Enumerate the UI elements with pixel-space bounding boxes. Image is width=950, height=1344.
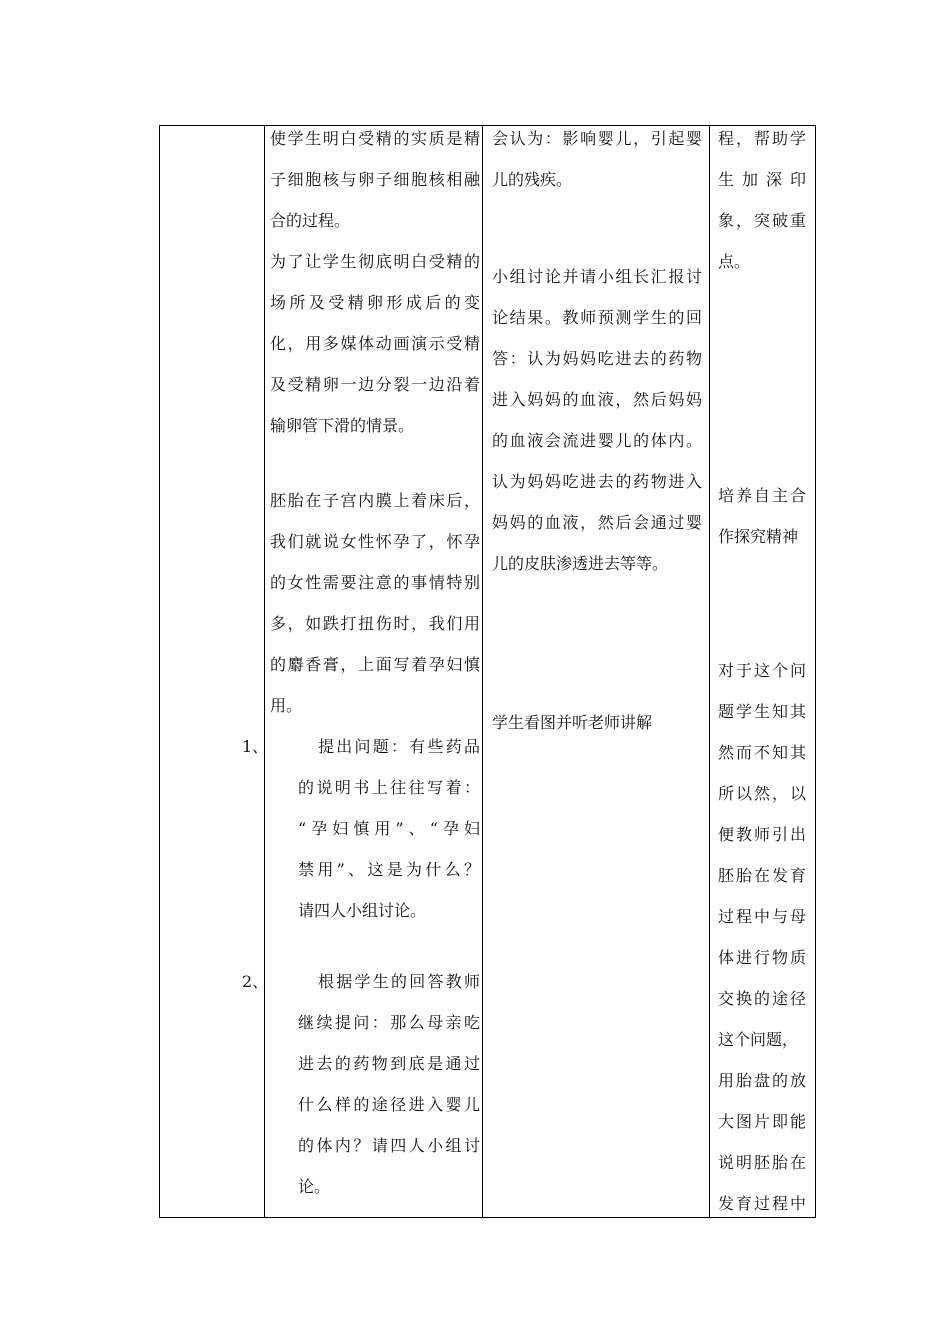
text-line: 交换的途径	[718, 989, 806, 1008]
text-line: 及受精卵一边分裂一边沿着	[270, 375, 480, 394]
text-line: 用。	[270, 696, 303, 715]
text-line: 作探究精神	[718, 527, 799, 546]
text-line: 什么样的途径进入婴儿	[298, 1095, 480, 1114]
text-line: 场所及受精卵形成后的变	[270, 293, 480, 312]
text-line: 的麝香膏，上面写着孕妇慎	[270, 655, 480, 674]
design-intent-cell	[718, 118, 806, 1217]
text-line: 论结果。教师预测学生的回	[492, 308, 702, 327]
text-line: “孕妇慎用”、“孕妇	[298, 819, 480, 838]
text-line: 说明胚胎在	[718, 1153, 806, 1172]
column-divider	[482, 126, 483, 1217]
text-line: 继续提问：那么母亲吃	[298, 1013, 480, 1032]
text-line: 然而不知其	[718, 743, 806, 762]
text-line: 胚胎在子宫内膜上着床后，	[270, 491, 480, 510]
text-line: 儿的皮肤渗透进去等等。	[492, 554, 669, 573]
lesson-table	[159, 125, 816, 1218]
text-line: 的女性需要注意的事情特别	[270, 573, 480, 592]
text-line: 发育过程中	[718, 1194, 806, 1213]
text-line: 培养自主合	[718, 486, 806, 505]
student-activity-cell	[492, 118, 702, 1217]
text-line: 胚胎在发育	[718, 866, 806, 885]
text-line: 大图片即能	[718, 1112, 806, 1131]
list-number: 1、	[242, 737, 269, 756]
text-line: 会认为：影响婴儿，引起婴	[492, 129, 702, 148]
text-line: 提出问题：有些药品	[318, 737, 480, 756]
text-line: 程，帮助学	[718, 129, 806, 148]
text-line: 过程中与母	[718, 907, 806, 926]
text-line: 根据学生的回答教师	[318, 972, 480, 991]
list-number: 2、	[242, 972, 269, 991]
text-line: 子细胞核与卵子细胞核相融	[270, 170, 480, 189]
text-line: 合的过程。	[270, 211, 351, 230]
text-line: 的体内？请四人小组讨	[298, 1136, 480, 1155]
text-line: 认为妈妈吃进去的药物进入	[492, 472, 702, 491]
list-item	[242, 726, 480, 931]
text-line: 象，突破重	[718, 211, 806, 230]
text-line: 的血液会流进婴儿的体内。	[492, 431, 702, 450]
text-line: 请四人小组讨论。	[298, 901, 427, 920]
teacher-activity-cell	[242, 118, 480, 1217]
text-line: 化，用多媒体动画演示受精	[270, 334, 480, 353]
text-line: 儿的残疾。	[492, 170, 573, 189]
text-line: 对于这个问	[718, 661, 806, 680]
text-line: 体进行物质	[718, 948, 806, 967]
text-line: 妈妈的血液，然后会通过婴	[492, 513, 702, 532]
text-line: 为了让学生彻底明白受精的	[270, 252, 480, 271]
column-divider	[264, 126, 265, 1217]
text-line: 用胎盘的放	[718, 1071, 806, 1090]
column-divider	[709, 126, 710, 1217]
list-item	[242, 961, 480, 1207]
text-line: 禁用”、这是为什么？	[298, 860, 480, 879]
text-line: 答：认为妈妈吃进去的药物	[492, 349, 702, 368]
text-line: 题学生知其	[718, 702, 806, 721]
text-line: 学生看图并听老师讲解	[492, 713, 653, 732]
text-line: 点。	[718, 252, 751, 271]
text-line: 的说明书上往往写着：	[298, 778, 480, 797]
text-line: 多，如跌打扭伤时，我们用	[270, 614, 480, 633]
text-line: 所以然，以	[718, 784, 806, 803]
text-line: 小组讨论并请小组长汇报讨	[492, 267, 702, 286]
text-line: 进去的药物到底是通过	[298, 1054, 480, 1073]
text-line: 进入妈妈的血液，然后妈妈	[492, 390, 702, 409]
text-line: 输卵管下滑的情景。	[270, 416, 415, 435]
text-line: 生加深印	[718, 170, 806, 189]
text-line: 论。	[298, 1177, 331, 1196]
text-line: 我们就说女性怀孕了，怀孕	[270, 532, 480, 551]
text-line: 便教师引出	[718, 825, 806, 844]
text-line: 这个问题，	[718, 1030, 799, 1049]
text-line: 使学生明白受精的实质是精	[270, 129, 480, 148]
